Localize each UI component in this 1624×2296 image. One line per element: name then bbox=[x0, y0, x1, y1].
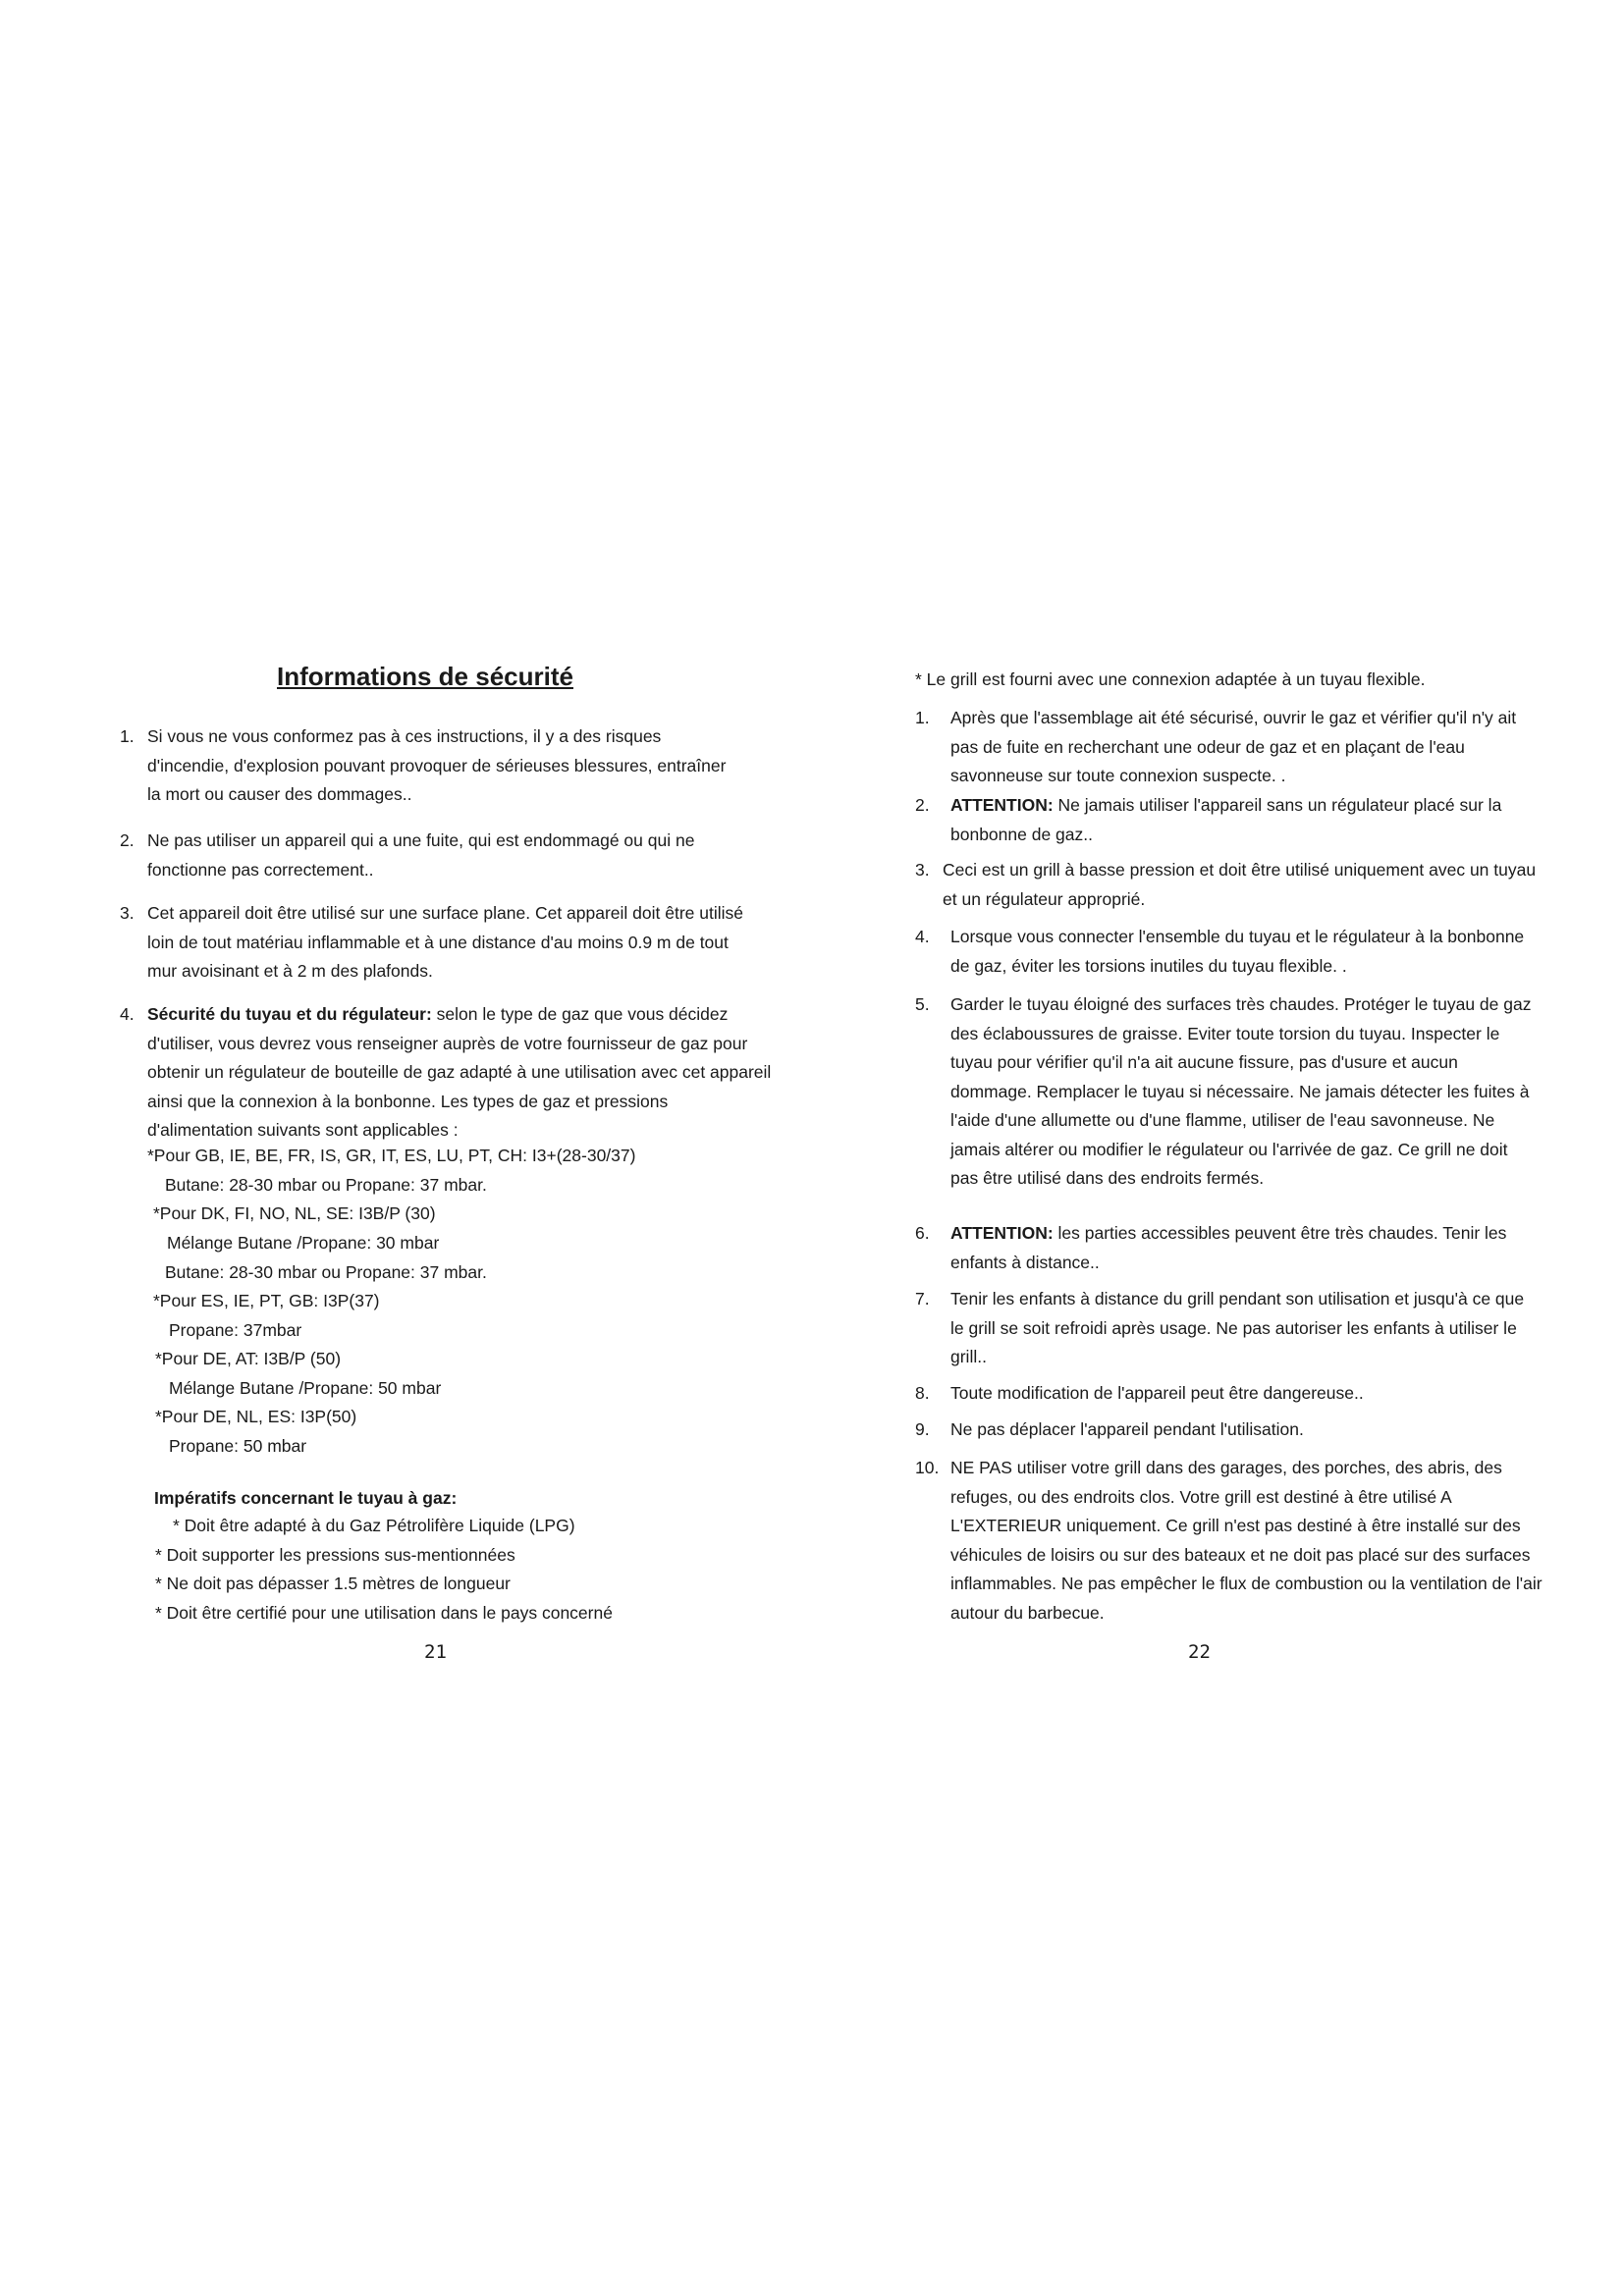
gas-line: *Pour DE, AT: I3B/P (50) bbox=[155, 1349, 342, 1368]
list-item bbox=[120, 1000, 772, 1146]
gas-line: Propane: 37mbar bbox=[169, 1320, 302, 1340]
list-item bbox=[915, 923, 1583, 981]
gas-line: *Pour DE, NL, ES: I3P(50) bbox=[155, 1407, 357, 1426]
gas-line: Butane: 28-30 mbar ou Propane: 37 mbar. bbox=[165, 1262, 487, 1282]
item-text: Toute modification de l'appareil peut être dangereuse.. bbox=[950, 1383, 1364, 1403]
list-item bbox=[120, 722, 758, 810]
list-item bbox=[915, 1415, 1583, 1445]
item-number: 10. bbox=[915, 1458, 940, 1477]
list-item bbox=[915, 1454, 1583, 1628]
page-number: 21 bbox=[424, 1641, 447, 1663]
item-text: Cet appareil doit être utilisé sur une surface plane. Cet appareil doit être utilisé loin de tout matériau inflammable et à une distance d'au moins 0.9 m de tout mur avoisinant et à 2 m des plafonds. bbox=[147, 903, 744, 981]
list-item bbox=[915, 704, 1583, 791]
page-title: Informations de sécurité bbox=[277, 662, 573, 691]
hose-item: * Ne doit pas dépasser 1.5 mètres de longueur bbox=[155, 1574, 511, 1593]
gas-line: *Pour ES, IE, PT, GB: I3P(37) bbox=[153, 1291, 380, 1310]
gas-line: Propane: 50 mbar bbox=[169, 1436, 307, 1456]
list-item bbox=[915, 1379, 1583, 1409]
gas-line: Mélange Butane /Propane: 50 mbar bbox=[169, 1378, 442, 1398]
list-item bbox=[120, 827, 758, 884]
item-text: Lorsque vous connecter l'ensemble du tuyau et le régulateur à la bonbonne de gaz, éviter les torsions inutiles du tuyau flexible. . bbox=[950, 927, 1525, 976]
item-number: 8. bbox=[915, 1383, 930, 1403]
intro-note: * Le grill est fourni avec une connexion adaptée à un tuyau flexible. bbox=[915, 669, 1426, 689]
item-number: 7. bbox=[915, 1289, 930, 1308]
item-number: 3. bbox=[120, 903, 135, 923]
list-item bbox=[915, 856, 1583, 914]
item-text: Si vous ne vous conformez pas à ces instructions, il y a des risques d'incendie, d'explosion pouvant provoquer de sérieuses blessures, entraîner la mort ou causer des dommages.. bbox=[147, 726, 727, 804]
item-number: 4. bbox=[120, 1004, 135, 1024]
item-number: 6. bbox=[915, 1223, 930, 1243]
hose-item: * Doit être adapté à du Gaz Pétrolifère Liquide (LPG) bbox=[173, 1516, 575, 1535]
item-number: 1. bbox=[120, 726, 135, 746]
hose-item: * Doit supporter les pressions sus-mentionnées bbox=[155, 1545, 515, 1565]
item-number: 5. bbox=[915, 994, 930, 1014]
item-bold-label: Sécurité du tuyau et du régulateur: bbox=[147, 1004, 432, 1024]
item-number: 2. bbox=[915, 795, 930, 815]
item-number: 1. bbox=[915, 708, 930, 727]
gas-line: Mélange Butane /Propane: 30 mbar bbox=[167, 1233, 440, 1253]
hose-heading: Impératifs concernant le tuyau à gaz: bbox=[154, 1488, 458, 1508]
list-item bbox=[120, 899, 758, 987]
item-text: Sécurité du tuyau et du régulateur: selon le type de gaz que vous décidez d'utiliser, vous devrez vous renseigner auprès de votre fournisseur de gaz pour obtenir un régulateur de bouteille de gaz adapté à une utilisation avec cet appareil ainsi que la connexion à la bonbonne. Les types de gaz et pressions d'alimentation suivants sont applicables : bbox=[147, 1004, 772, 1140]
list-item bbox=[915, 791, 1583, 849]
item-text: Tenir les enfants à distance du grill pendant son utilisation et jusqu'à ce que le grill se soit refroidi après usage. Ne pas autoriser les enfants à utiliser le grill.. bbox=[950, 1289, 1525, 1366]
list-item bbox=[915, 990, 1583, 1194]
item-text: Ne pas déplacer l'appareil pendant l'utilisation. bbox=[950, 1419, 1304, 1439]
item-text: NE PAS utiliser votre grill dans des garages, des porches, des abris, des refuges, ou des endroits clos. Votre grill est destiné à être utilisé A L'EXTERIEUR uniquement. Ce grill n'est pas destiné à être installé sur des véhicules de loisirs ou sur des bateaux et ne doit pas placé sur des surfaces inflammables. Ne pas empêcher le flux de combustion ou la ventilation de l'air autour du barbecue. bbox=[950, 1458, 1543, 1623]
item-bold-label: ATTENTION: bbox=[950, 795, 1054, 815]
item-text: Garder le tuyau éloigné des surfaces très chaudes. Protéger le tuyau de gaz des éclaboussures de graisse. Eviter toute torsion du tuyau. Inspecter le tuyau pour vérifier qu'il n'a ait aucune fissure, pas d'usure et aucun dommage. Remplacer le tuyau si nécessaire. Ne jamais détecter les fuites à l'aide d'une allumette ou d'une flamme, utiliser de l'eau savonneuse. Ne jamais altérer ou modifier le régulateur ou l'arrivée de gaz. Ce grill ne doit pas être utilisé dans des endroits fermés. bbox=[950, 994, 1532, 1188]
gas-line: *Pour GB, IE, BE, FR, IS, GR, IT, ES, LU, PT, CH: I3+(28-30/37) bbox=[147, 1146, 636, 1165]
item-text: Après que l'assemblage ait été sécurisé, ouvrir le gaz et vérifier qu'il n'y ait pas de fuite en recherchant une odeur de gaz et en plaçant de l'eau savonneuse sur toute connexion suspecte. . bbox=[950, 708, 1517, 785]
page-number: 22 bbox=[1188, 1641, 1211, 1663]
item-text: Ceci est un grill à basse pression et doit être utilisé uniquement avec un tuyau et un régulateur approprié. bbox=[943, 860, 1537, 909]
list-item bbox=[915, 1285, 1583, 1372]
item-text: ATTENTION: les parties accessibles peuvent être très chaudes. Tenir les enfants à distance.. bbox=[950, 1223, 1507, 1272]
item-text: ATTENTION: Ne jamais utiliser l'appareil sans un régulateur placé sur la bonbonne de gaz.. bbox=[950, 795, 1502, 844]
item-number: 3. bbox=[915, 860, 930, 880]
gas-line: Butane: 28-30 mbar ou Propane: 37 mbar. bbox=[165, 1175, 487, 1195]
list-item bbox=[915, 1219, 1583, 1277]
hose-item: * Doit être certifié pour une utilisation dans le pays concerné bbox=[155, 1603, 613, 1623]
right-page bbox=[812, 0, 1624, 2296]
item-number: 9. bbox=[915, 1419, 930, 1439]
item-number: 2. bbox=[120, 830, 135, 850]
item-number: 4. bbox=[915, 927, 930, 946]
item-bold-label: ATTENTION: bbox=[950, 1223, 1054, 1243]
item-text: Ne pas utiliser un appareil qui a une fuite, qui est endommagé ou qui ne fonctionne pas correctement.. bbox=[147, 830, 695, 880]
gas-line: *Pour DK, FI, NO, NL, SE: I3B/P (30) bbox=[153, 1203, 436, 1223]
